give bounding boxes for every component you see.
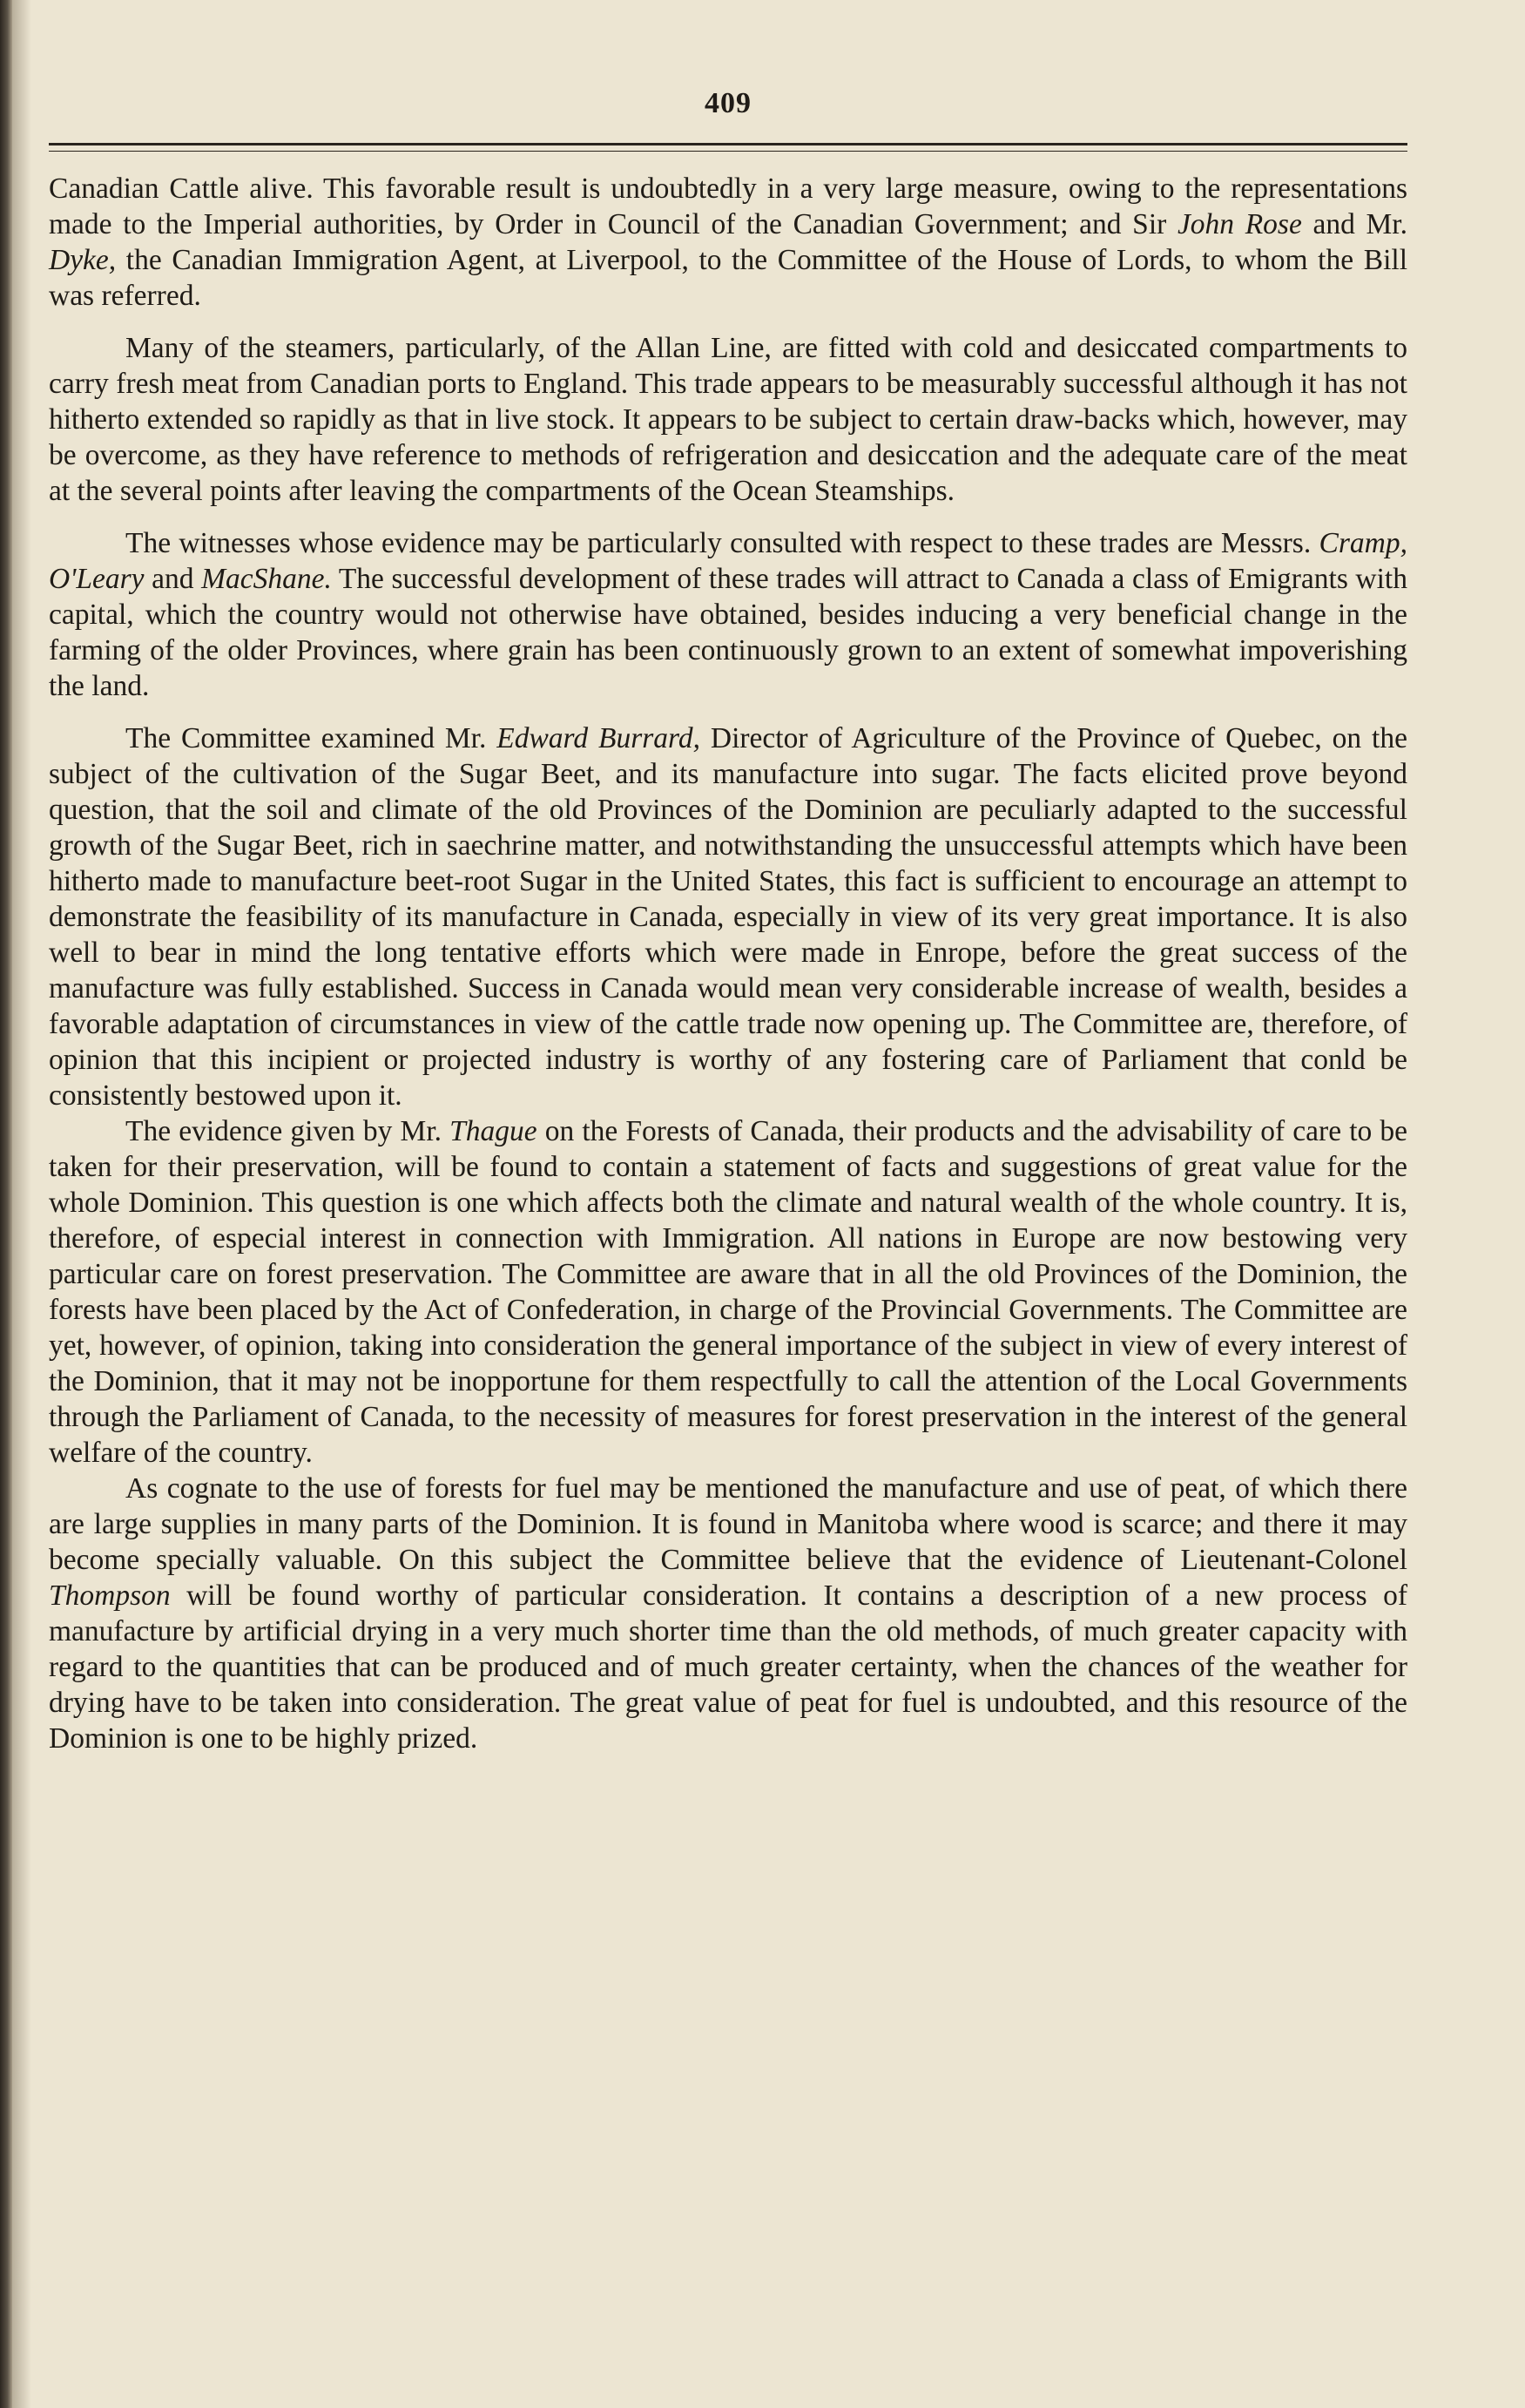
paragraph-6-text-2: will be found worthy of particular consideration. It contains a description of a new process of manufacture by artificial drying in a very much shorter time than the old methods, of much greater capacity with regard to the quantities that can be produced and of much greater certainty, when the chances of the weather for drying have to be taken into consideration. The great value of peat for fuel is undoubted, and this resource of the Dominion is one to be highly prized.	[49, 1579, 1407, 1755]
paragraph-1-text-3: the Canadian Immigration Agent, at Liverpool, to the Committee of the House of Lords, to whom the Bill was referred.	[49, 244, 1407, 312]
paragraph-4-text-2: Director of Agriculture of the Province of Quebec, on the subject of the cultivation of the Sugar Beet, and its manufacture into sugar. The facts elicited prove beyond question, that the soil and climate of the old Provinces of the Dominion are peculiarly adapted to the successful growth of the Sugar Beet, rich in saechrine matter, and notwithstanding the unsuccessful attempts which have been hitherto made to manufacture beet-root Sugar in the United States, this fact is sufficient to encourage an attempt to demonstrate the feasibility of its manufacture in Canada, especially in view of its very great importance. It is also well to bear in mind the long tentative efforts which were made in Enrope, before the great success of the manufacture was fully established. Success in Canada would mean very considerable increase of wealth, besides a favorable adaptation of circumstances in view of the cattle trade now opening up. The Committee are, therefore, of opinion that this incipient or projected industry is worthy of any fostering care of Parliament that conld be consistently bestowed upon it.	[49, 722, 1407, 1112]
paragraph-5-name-thague: Thague	[449, 1115, 537, 1147]
paragraph-6	[49, 1471, 1407, 1756]
paragraph-1-text-2: and Mr.	[1301, 208, 1407, 240]
paragraph-1-text-1: Canadian Cattle alive. This favorable result is undoubtedly in a very large measure, owing to the representations made to the Imperial authorities, by Order in Council of the Canadian Government; and Sir	[49, 172, 1407, 240]
paragraph-5-text-2: on the Forests of Canada, their products and the advisability of care to be taken for their preservation, will be found to contain a statement of facts and suggestions of great value for the whole Dominion. This question is one which affects both the climate and natural wealth of the whole country. It is, therefore, of especial interest in connection with Immigration. All nations in Europe are now bestowing very particular care on forest preservation. The Committee are aware that in all the old Provinces of the Dominion, the forests have been placed by the Act of Confederation, in charge of the Provincial Governments. The Committee are yet, however, of opinion, taking into consideration the general importance of the subject in view of every interest of the Dominion, that it may not be inopportune for them respectfully to call the attention of the Local Governments through the Parliament of Canada, to the necessity of measures for forest preservation in the interest of the general welfare of the country.	[49, 1115, 1407, 1469]
body-text	[49, 171, 1407, 1756]
paragraph-1	[49, 171, 1407, 314]
paragraph-3-text-1: The witnesses whose evidence may be particularly consulted with respect to these trades are Messrs.	[125, 527, 1319, 559]
header-rule	[49, 143, 1407, 152]
paragraph-4-name-edward-burrard: Edward Burrard,	[496, 722, 700, 754]
paragraph-3-text-3: The successful development of these trades will attract to Canada a class of Emigrants with capital, which the country would not otherwise have obtained, besides inducing a very beneficial change in the farming of the older Provinces, where grain has been continuously grown to an extent of somewhat impoverishing the land.	[49, 563, 1407, 702]
book-spine	[0, 0, 12, 2408]
paragraph-3-name-macshane: MacShane.	[201, 563, 332, 595]
paragraph-3-names-cramp-oleary: Cramp, O'Leary	[49, 527, 1407, 595]
paragraph-3-text-2: and	[144, 563, 202, 595]
page	[49, 87, 1407, 1756]
paragraph-3	[49, 525, 1407, 704]
paragraph-5	[49, 1113, 1407, 1471]
page-number: 409	[705, 87, 752, 119]
paragraph-1-name-john-rose: John Rose	[1177, 208, 1302, 240]
paragraph-1-name-dyke: Dyke,	[49, 244, 117, 276]
paragraph-6-text-1: As cognate to the use of forests for fuel may be mentioned the manufacture and use of peat, of which there are large supplies in many parts of the Dominion. It is found in Manitoba where wood is scarce; and there it may become specially valuable. On this subject the Committee believe that the evidence of Lieutenant-Colonel	[49, 1472, 1407, 1576]
paragraph-2-text-1: Many of the steamers, particularly, of the Allan Line, are fitted with cold and desiccated compartments to carry fresh meat from Canadian ports to England. This trade appears to be measurably successful although it has not hitherto extended so rapidly as that in live stock. It appears to be subject to certain draw-backs which, however, may be overcome, as they have reference to methods of refrigeration and desiccation and the adequate care of the meat at the several points after leaving the compartments of the Ocean Steamships.	[49, 332, 1407, 507]
paragraph-6-name-thompson: Thompson	[49, 1579, 171, 1612]
paragraph-5-text-1: The evidence given by Mr.	[125, 1115, 450, 1147]
paragraph-2	[49, 330, 1407, 509]
paragraph-4	[49, 720, 1407, 1113]
gutter-shadow	[12, 0, 31, 2408]
paragraph-4-text-1: The Committee examined Mr.	[125, 722, 497, 754]
